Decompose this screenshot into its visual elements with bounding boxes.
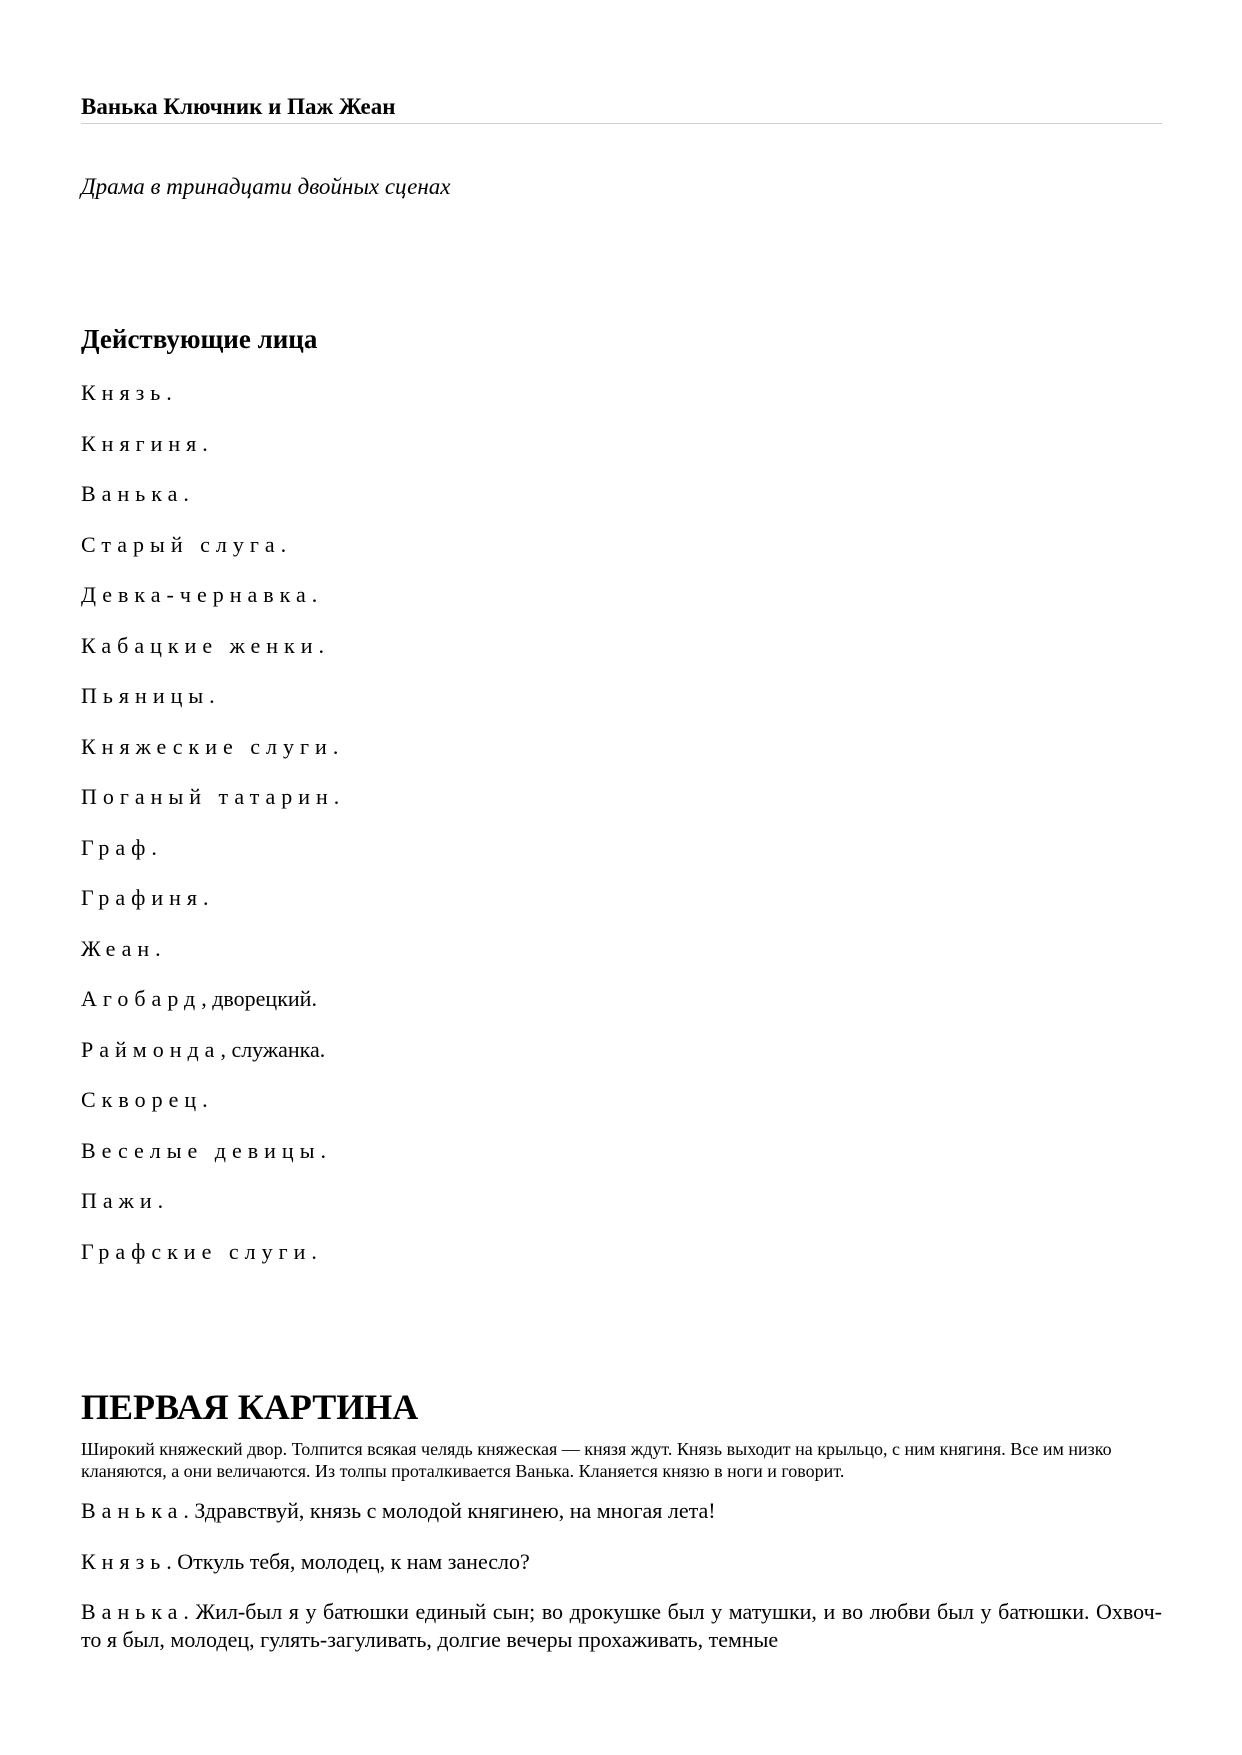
- cast-item: Веселые девицы.: [81, 1137, 332, 1163]
- scene-heading: ПЕРВАЯ КАРТИНА: [81, 1387, 419, 1427]
- cast-name: Девка-чернавка: [81, 582, 312, 607]
- cast-item: Поганый татарин.: [81, 784, 346, 809]
- cast-item: Пьяницы.: [81, 683, 221, 708]
- cast-name: Жеан: [81, 935, 156, 961]
- cast-item: Кабацкие женки.: [81, 632, 331, 658]
- cast-item: Графские слуги.: [81, 1238, 323, 1264]
- cast-name: Графиня: [81, 885, 204, 910]
- cast-heading: Действующие лица: [81, 324, 318, 354]
- cast-name: Пажи: [81, 1188, 158, 1213]
- cast-name: Раймонда: [81, 1036, 221, 1062]
- cast-name: Князь: [81, 380, 167, 405]
- cast-description: , служанка.: [220, 1036, 326, 1062]
- cast-name: Княгиня: [81, 430, 203, 456]
- cast-item: Скворец.: [81, 1087, 214, 1112]
- cast-description: , дворецкий.: [201, 986, 317, 1011]
- cast-name: Княжеские слуги: [81, 733, 333, 759]
- cast-item: Девка-чернавка.: [81, 582, 324, 607]
- cast-name: Поганый татарин: [81, 784, 334, 809]
- cast-item: Пажи.: [81, 1188, 170, 1213]
- dialogue-text: . Откуль тебя, молодец, к нам занесло?: [166, 1549, 530, 1574]
- cast-name: Пьяницы: [81, 683, 210, 708]
- play-subtitle: Драма в тринадцати двойных сценах: [81, 174, 451, 199]
- cast-item: [81, 984, 345, 1035]
- cast-item: Ванька.: [81, 481, 195, 506]
- dialogue-line: [81, 1598, 1162, 1654]
- cast-item: Старый слуга.: [81, 531, 293, 557]
- speaker-name: Ванька: [81, 1599, 184, 1624]
- cast-name: Агобард: [81, 986, 202, 1011]
- cast-item: [81, 1035, 345, 1086]
- cast-name: Веселые девицы: [81, 1137, 321, 1163]
- cast-item: Княжеские слуги.: [81, 733, 345, 759]
- cast-name: Старый слуга: [81, 531, 281, 557]
- cast-name: Ванька: [81, 481, 184, 506]
- dialogue-line: [81, 1548, 1162, 1576]
- cast-item: Граф.: [81, 834, 163, 860]
- running-header: Ванька Ключник и Паж Жеан: [81, 92, 1162, 124]
- cast-name: Кабацкие женки: [81, 632, 319, 658]
- cast-name: Графские слуги: [81, 1238, 312, 1264]
- cast-item: Князь.: [81, 380, 178, 405]
- cast-name: Граф: [81, 834, 152, 860]
- dialogue-text: . Здравствуй, князь с молодой княгинею, на многая лета!: [183, 1498, 716, 1523]
- stage-direction: Широкий княжеский двор. Толпится всякая челядь княжеская — князя ждут. Князь выходит на крыльцо, с ним княгиня. Все им низко кланяются, а они величаются. Из толпы проталкивается Ванька. Кланяется князю в ноги и говорит.: [81, 1439, 1112, 1481]
- cast-item: Графиня.: [81, 885, 215, 910]
- cast-name: Скворец: [81, 1087, 203, 1112]
- cast-item: Княгиня.: [81, 430, 214, 456]
- speaker-name: Князь: [81, 1549, 167, 1574]
- cast-item: Жеан.: [81, 935, 167, 961]
- cast-list: [81, 378, 345, 1287]
- speaker-name: Ванька: [81, 1498, 184, 1523]
- dialogue-text: . Жил-был я у батюшки единый сын; во дрокушке был у матушки, и во любви был у батюшки. Охвоч-то я был, молодец, гулять-загуливать, долгие вечеры прохаживать, темные: [81, 1599, 1162, 1652]
- dialogue-line: [81, 1497, 1162, 1525]
